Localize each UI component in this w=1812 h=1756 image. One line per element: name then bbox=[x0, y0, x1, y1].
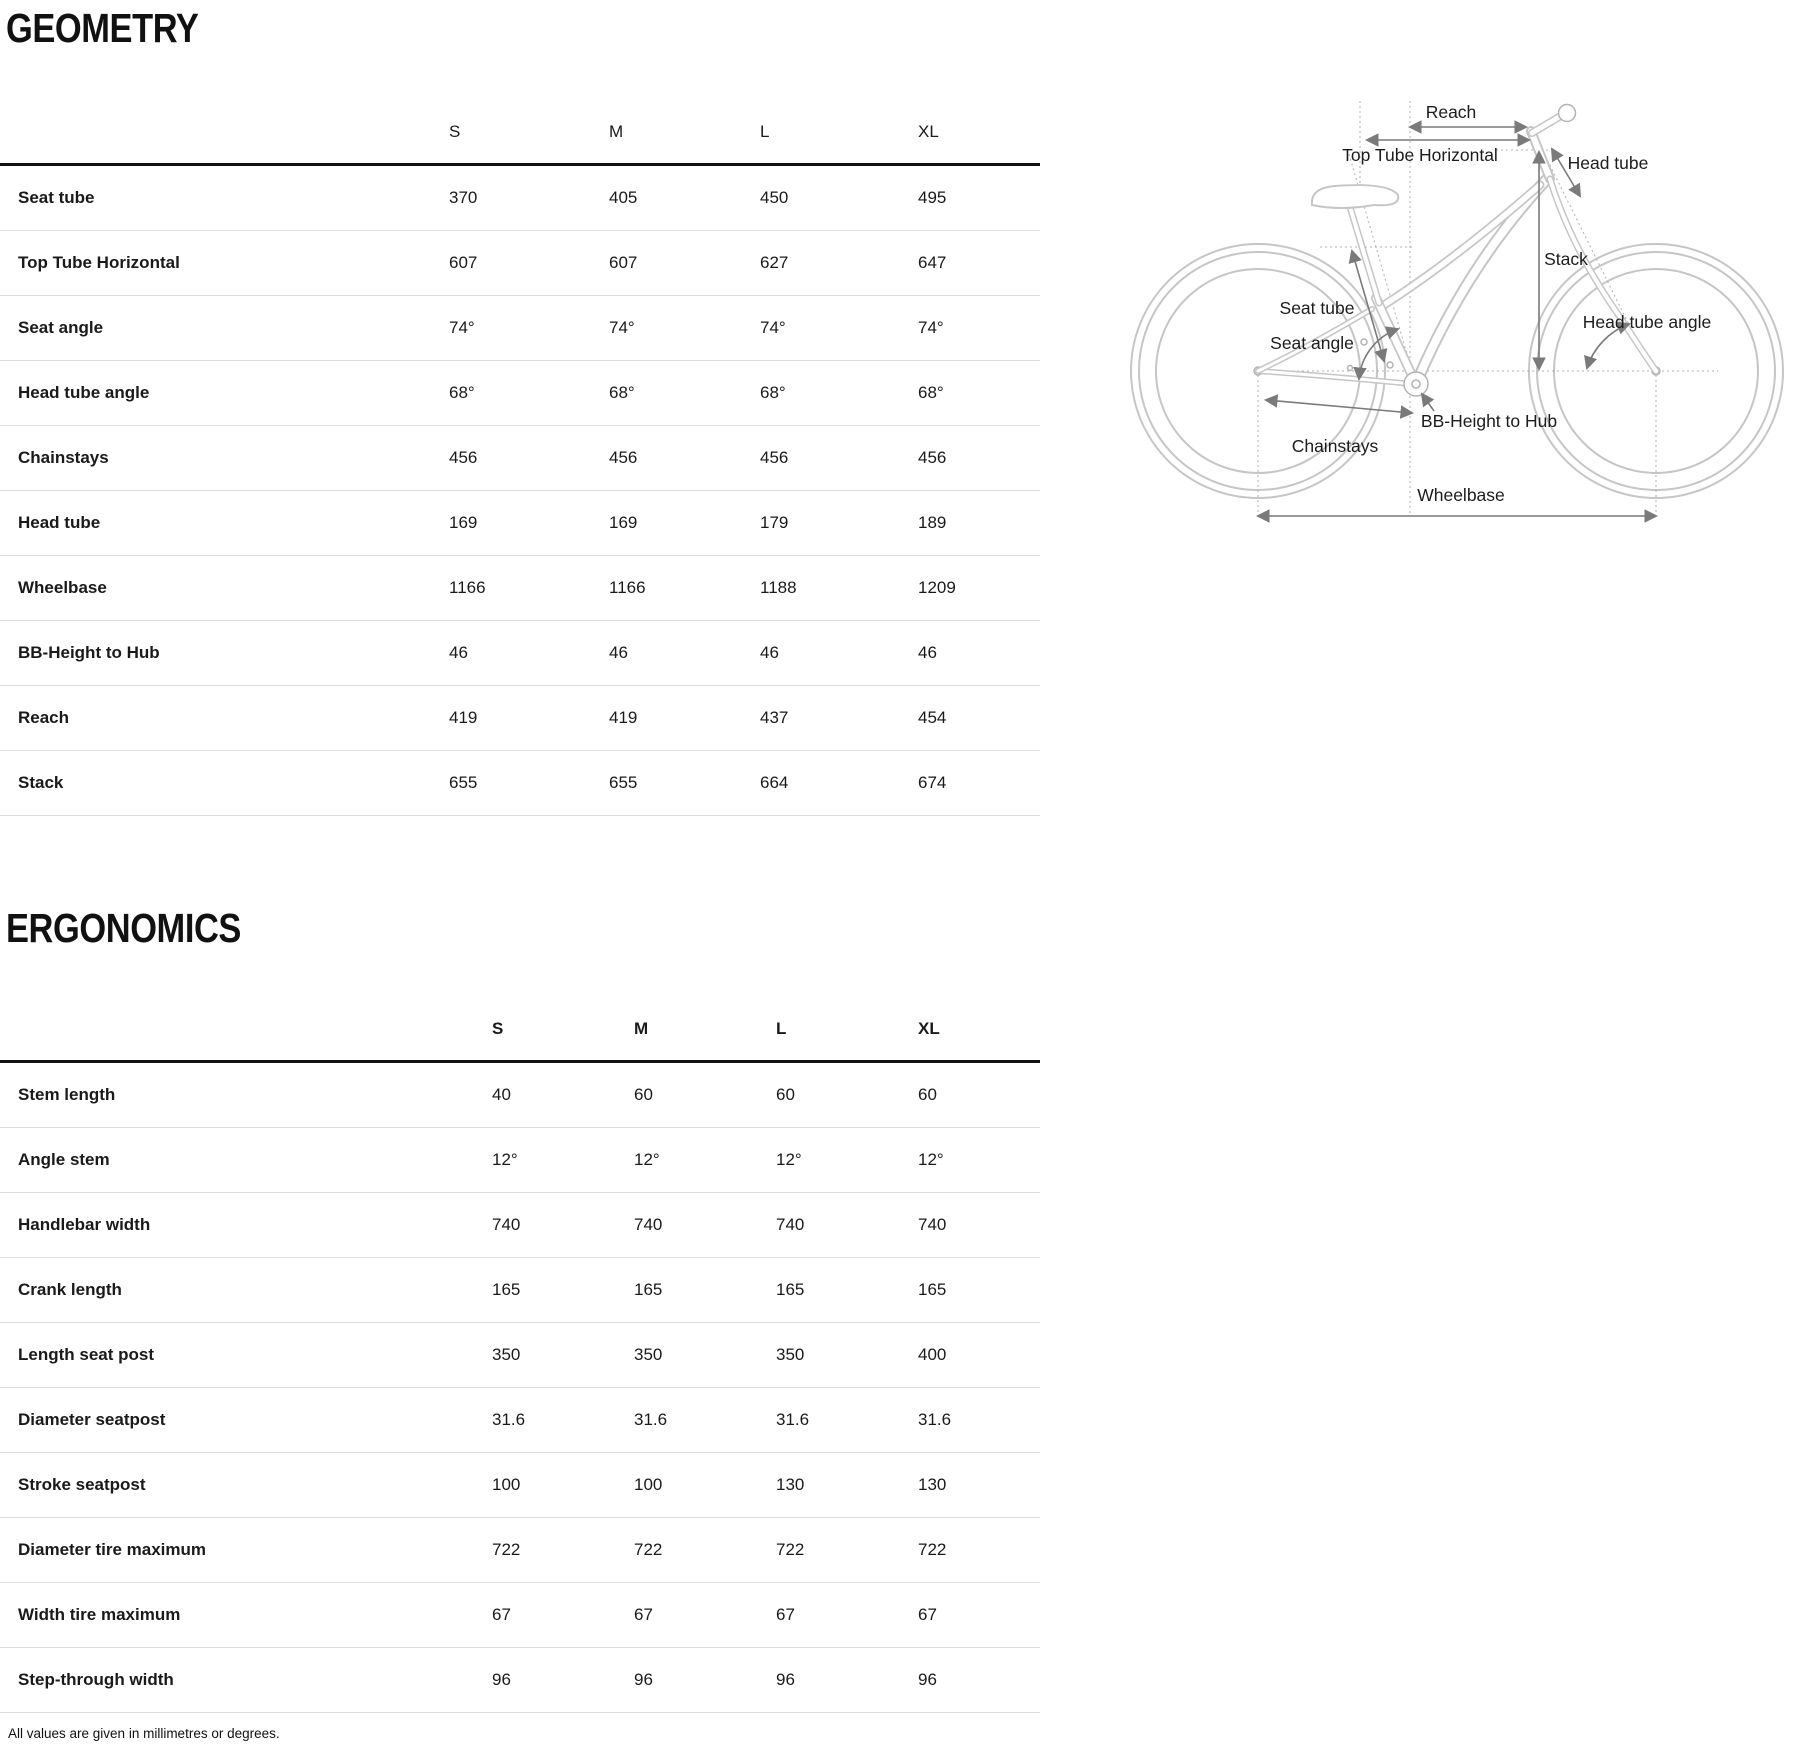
diagram-label-bb-height-to-hub: BB-Height to Hub bbox=[1420, 411, 1558, 431]
row-value: 450 bbox=[760, 188, 789, 207]
row-label: Seat angle bbox=[18, 318, 104, 337]
row-value: 67 bbox=[918, 1605, 937, 1624]
row-value: 179 bbox=[760, 513, 789, 532]
row-value: 495 bbox=[918, 188, 947, 207]
row-label: Angle stem bbox=[18, 1150, 110, 1169]
row-value: 1209 bbox=[918, 578, 956, 597]
row-value: 722 bbox=[776, 1540, 805, 1559]
row-value: 740 bbox=[918, 1215, 947, 1234]
row-value: 165 bbox=[634, 1280, 663, 1299]
row-value: 67 bbox=[776, 1605, 795, 1624]
row-value: 456 bbox=[449, 448, 478, 467]
table-header-row bbox=[0, 997, 1040, 1063]
row-value: 46 bbox=[609, 643, 628, 662]
row-label: BB-Height to Hub bbox=[18, 643, 160, 662]
row-value: 169 bbox=[449, 513, 478, 532]
table-row bbox=[0, 1518, 1040, 1583]
row-value: 437 bbox=[760, 708, 789, 727]
row-value: 722 bbox=[492, 1540, 521, 1559]
diagram-label-head-tube: Head tube bbox=[1567, 153, 1649, 173]
row-label: Stem length bbox=[18, 1085, 116, 1104]
table-row bbox=[0, 1648, 1040, 1713]
row-value: 1166 bbox=[449, 578, 486, 597]
row-value: 12° bbox=[492, 1150, 518, 1169]
table-row bbox=[0, 1388, 1040, 1453]
row-value: 68° bbox=[918, 383, 944, 402]
row-value: 419 bbox=[449, 708, 478, 727]
row-label: Head tube angle bbox=[18, 383, 150, 402]
table-row bbox=[0, 296, 1040, 361]
table-row bbox=[0, 491, 1040, 556]
row-value: 46 bbox=[918, 643, 937, 662]
saddle bbox=[1312, 185, 1398, 208]
ergonomics-title: ERGONOMICS bbox=[6, 905, 241, 951]
row-value: 96 bbox=[776, 1670, 795, 1689]
row-value: 96 bbox=[492, 1670, 511, 1689]
row-value: 740 bbox=[492, 1215, 521, 1234]
geometry-title: GEOMETRY bbox=[6, 5, 199, 51]
row-value: 454 bbox=[918, 708, 947, 727]
row-value: 165 bbox=[918, 1280, 947, 1299]
row-value: 350 bbox=[776, 1345, 805, 1364]
row-label: Top Tube Horizontal bbox=[18, 253, 180, 272]
table-row bbox=[0, 556, 1040, 621]
row-value: 130 bbox=[776, 1475, 805, 1494]
row-value: 74° bbox=[760, 318, 786, 337]
row-value: 607 bbox=[449, 253, 478, 272]
diagram-label-reach: Reach bbox=[1425, 102, 1477, 122]
row-value: 405 bbox=[609, 188, 638, 207]
row-value: 456 bbox=[760, 448, 789, 467]
table-row bbox=[0, 1063, 1040, 1128]
table-row bbox=[0, 1193, 1040, 1258]
diagram-label-wheelbase: Wheelbase bbox=[1417, 485, 1505, 505]
row-label: Chainstays bbox=[18, 448, 109, 467]
table-row bbox=[0, 426, 1040, 491]
row-value: 400 bbox=[918, 1345, 947, 1364]
row-label: Crank length bbox=[18, 1280, 122, 1299]
row-value: 350 bbox=[492, 1345, 521, 1364]
row-value: 12° bbox=[776, 1150, 802, 1169]
row-value: 456 bbox=[609, 448, 638, 467]
units-footnote: All values are given in millimetres or degrees. bbox=[8, 1726, 280, 1741]
row-value: 169 bbox=[609, 513, 638, 532]
bike-diagram-svg bbox=[960, 55, 1812, 530]
table-row bbox=[0, 686, 1040, 751]
row-label: Step-through width bbox=[18, 1670, 174, 1689]
bike-geometry-diagram bbox=[960, 55, 1812, 530]
row-value: 655 bbox=[449, 773, 478, 792]
table-row bbox=[0, 166, 1040, 231]
table-row bbox=[0, 231, 1040, 296]
row-value: 67 bbox=[492, 1605, 511, 1624]
row-value: 46 bbox=[449, 643, 468, 662]
row-label: Width tire maximum bbox=[18, 1605, 181, 1624]
ergonomics-table bbox=[0, 997, 1040, 1713]
size-column-header: S bbox=[492, 1018, 504, 1038]
row-label: Stack bbox=[18, 773, 64, 792]
row-value: 46 bbox=[760, 643, 779, 662]
row-label: Length seat post bbox=[18, 1345, 155, 1364]
row-value: 456 bbox=[918, 448, 947, 467]
diagram-label-seat-angle: Seat angle bbox=[1270, 333, 1354, 353]
diagram-label-stack: Stack bbox=[1544, 249, 1588, 269]
table-row bbox=[0, 1583, 1040, 1648]
row-value: 74° bbox=[609, 318, 635, 337]
geometry-table bbox=[0, 100, 1040, 816]
row-value: 664 bbox=[760, 773, 789, 792]
row-value: 96 bbox=[918, 1670, 937, 1689]
table-row bbox=[0, 751, 1040, 816]
row-value: 647 bbox=[918, 253, 947, 272]
diagram-label-chainstays: Chainstays bbox=[1291, 436, 1379, 456]
row-value: 68° bbox=[609, 383, 635, 402]
row-label: Head tube bbox=[18, 513, 101, 532]
table-row bbox=[0, 1453, 1040, 1518]
row-value: 31.6 bbox=[634, 1410, 668, 1429]
table-row bbox=[0, 1128, 1040, 1193]
row-label: Handlebar width bbox=[18, 1215, 151, 1234]
row-label: Seat tube bbox=[18, 188, 95, 207]
row-value: 68° bbox=[760, 383, 786, 402]
row-value: 96 bbox=[634, 1670, 653, 1689]
row-value: 165 bbox=[492, 1280, 521, 1299]
row-value: 740 bbox=[634, 1215, 663, 1234]
row-value: 74° bbox=[918, 318, 944, 337]
row-value: 31.6 bbox=[776, 1410, 810, 1429]
table-header-row bbox=[0, 100, 1040, 166]
row-value: 12° bbox=[918, 1150, 944, 1169]
row-value: 370 bbox=[449, 188, 478, 207]
row-value: 722 bbox=[634, 1540, 663, 1559]
row-value: 100 bbox=[634, 1475, 663, 1494]
row-value: 1188 bbox=[760, 578, 797, 597]
size-column-header: XL bbox=[918, 1018, 940, 1038]
row-value: 12° bbox=[634, 1150, 660, 1169]
size-column-header: S bbox=[449, 121, 461, 141]
row-label: Diameter seatpost bbox=[18, 1410, 166, 1429]
row-value: 627 bbox=[760, 253, 789, 272]
row-value: 1166 bbox=[609, 578, 646, 597]
row-value: 31.6 bbox=[918, 1410, 952, 1429]
diagram-label-seat-tube: Seat tube bbox=[1279, 298, 1355, 318]
row-value: 722 bbox=[918, 1540, 947, 1559]
table-row bbox=[0, 1323, 1040, 1388]
row-value: 189 bbox=[918, 513, 947, 532]
row-value: 68° bbox=[449, 383, 475, 402]
row-value: 60 bbox=[776, 1085, 795, 1104]
row-value: 67 bbox=[634, 1605, 653, 1624]
row-value: 674 bbox=[918, 773, 947, 792]
row-value: 130 bbox=[918, 1475, 947, 1494]
row-value: 419 bbox=[609, 708, 638, 727]
row-value: 655 bbox=[609, 773, 638, 792]
table-row bbox=[0, 1258, 1040, 1323]
row-value: 100 bbox=[492, 1475, 521, 1494]
row-label: Reach bbox=[18, 708, 70, 727]
row-label: Stroke seatpost bbox=[18, 1475, 146, 1494]
table-row bbox=[0, 361, 1040, 426]
row-value: 607 bbox=[609, 253, 638, 272]
size-column-header: L bbox=[760, 121, 770, 141]
row-value: 31.6 bbox=[492, 1410, 526, 1429]
row-value: 165 bbox=[776, 1280, 805, 1299]
diagram-label-top-tube-horizontal: Top Tube Horizontal bbox=[1342, 145, 1498, 165]
size-column-header: XL bbox=[918, 121, 939, 141]
row-value: 350 bbox=[634, 1345, 663, 1364]
row-value: 74° bbox=[449, 318, 475, 337]
size-column-header: M bbox=[609, 121, 624, 141]
handlebar-grip bbox=[1559, 105, 1576, 122]
size-column-header: M bbox=[634, 1018, 649, 1038]
row-label: Diameter tire maximum bbox=[18, 1540, 207, 1559]
row-value: 60 bbox=[634, 1085, 653, 1104]
table-row bbox=[0, 621, 1040, 686]
row-value: 60 bbox=[918, 1085, 937, 1104]
size-column-header: L bbox=[776, 1018, 787, 1038]
row-value: 740 bbox=[776, 1215, 805, 1234]
row-value: 40 bbox=[492, 1085, 511, 1104]
diagram-label-head-tube-angle: Head tube angle bbox=[1582, 312, 1712, 332]
row-label: Wheelbase bbox=[18, 578, 107, 597]
